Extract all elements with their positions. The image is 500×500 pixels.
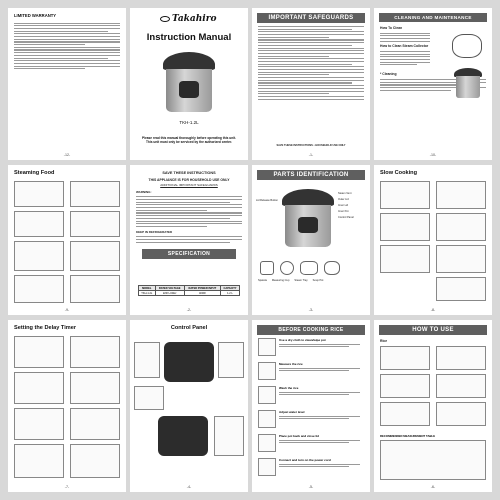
slow-step-2 xyxy=(436,181,486,209)
safeguards-text xyxy=(252,26,370,100)
parts-cooker-diagram xyxy=(282,189,334,247)
slow-step-4 xyxy=(436,213,486,241)
page-control-panel xyxy=(130,320,248,492)
model-number: TKH-1.2L xyxy=(179,120,199,125)
before-cooking-banner: BEFORE COOKING RICE xyxy=(257,325,365,335)
page-number: -10- xyxy=(429,153,437,157)
household-use-title: THIS APPLIANCE IS FOR HOUSEHOLD USE ONLY xyxy=(148,177,230,182)
control-legend-right xyxy=(218,342,244,378)
spec-model: TKH-1.2L xyxy=(139,291,156,296)
slow-cooking-title: Slow Cooking xyxy=(380,170,417,176)
control-legend-lower-right xyxy=(214,416,244,456)
slow-step-5 xyxy=(380,245,430,273)
spec-voltage: 220V~60Hz xyxy=(155,291,184,296)
page-number: -1- xyxy=(308,153,314,157)
steam-tray-image xyxy=(300,261,318,275)
timer-step-7 xyxy=(14,444,64,478)
warranty-text xyxy=(8,23,126,70)
steaming-title: Steaming Food xyxy=(14,170,55,176)
timer-step-3 xyxy=(14,372,64,404)
rice-heading: Rice xyxy=(380,339,388,343)
rice-step-5 xyxy=(380,402,430,426)
measurement-table xyxy=(380,440,486,480)
page-cover xyxy=(130,8,248,160)
spec-power: 400W xyxy=(184,291,220,296)
slow-step-1 xyxy=(380,181,430,209)
page-number: -2- xyxy=(186,308,192,312)
cover-note-1: Please read this manual thoroughly before operating this unit. xyxy=(141,136,237,140)
save-instructions-title: SAVE THESE INSTRUCTIONS xyxy=(162,171,216,175)
label-control-panel: Control Panel xyxy=(338,216,354,219)
before-step-1: Use a dry cloth to clean/wipe pot xyxy=(258,338,366,362)
page-parts-identification xyxy=(252,165,370,315)
page-number: -3- xyxy=(308,308,314,312)
page-number: -12- xyxy=(63,153,71,157)
steaming-step-5 xyxy=(14,241,64,271)
slow-step-7 xyxy=(436,277,486,301)
rice-step-3 xyxy=(380,374,430,398)
page-cleaning-maintenance xyxy=(374,8,492,160)
before-step-3: Wash the rice xyxy=(258,386,366,410)
brand-logo-icon xyxy=(160,16,170,22)
cleaning-banner: CLEANING AND MAINTENANCE xyxy=(379,13,487,22)
measurement-table-title: RECOMMENDED MEASUREMENT TABLE xyxy=(380,434,436,438)
label-outer-lid: Outer Lid xyxy=(338,198,349,201)
keep-text xyxy=(130,236,248,242)
steam-collector-text xyxy=(374,51,436,66)
safeguards-footer: SAVE THESE INSTRUCTIONS • HOUSEHOLD USE ONLY xyxy=(276,144,346,147)
page-number: -4- xyxy=(186,485,192,489)
cover-title: Instruction Manual xyxy=(146,32,232,43)
steaming-step-7 xyxy=(14,275,64,303)
warning-label: WARNING: xyxy=(136,189,152,194)
slow-step-6 xyxy=(436,245,486,273)
steaming-step-6 xyxy=(70,241,120,271)
timer-step-6 xyxy=(70,408,120,440)
how-to-clean-heading: How To Clean xyxy=(380,26,403,30)
cover-notes xyxy=(134,136,244,144)
page-slow-cooking xyxy=(374,165,492,315)
how-to-use-banner: HOW TO USE xyxy=(379,325,487,335)
label-steam-vent: Steam Vent xyxy=(338,192,352,195)
page-before-cooking-rice xyxy=(252,320,370,492)
how-to-clean-text xyxy=(374,33,436,42)
page-delay-timer xyxy=(8,320,126,492)
cleaning-note-heading: * Cleaning xyxy=(380,72,397,77)
page-number: -8- xyxy=(430,308,436,312)
label-lid-release: Lid Release Button xyxy=(256,199,278,202)
acc-steam-tray: Steam Tray xyxy=(294,279,308,282)
timer-step-1 xyxy=(14,336,64,368)
rice-step-6 xyxy=(436,402,486,426)
acc-spatula: Spatula xyxy=(258,279,267,282)
specification-banner: SPECIFICATION xyxy=(142,249,236,259)
steaming-step-8 xyxy=(70,275,120,303)
control-panel-title: Control Panel xyxy=(170,325,208,331)
timer-step-8 xyxy=(70,444,120,478)
before-step-6: Connect and turn on the power cord xyxy=(258,458,366,482)
before-cooking-steps xyxy=(258,338,366,482)
steaming-step-4 xyxy=(70,211,120,237)
parts-labels-right xyxy=(338,191,354,221)
before-step-4: Adjust water level xyxy=(258,410,366,434)
page-how-to-use xyxy=(374,320,492,492)
before-step-5: Place pot back and close lid xyxy=(258,434,366,458)
steam-collector-heading: How to Clean Steam Collector xyxy=(380,44,429,49)
page-number: -9- xyxy=(64,308,70,312)
page-number: -5- xyxy=(308,485,314,489)
brand-logo xyxy=(160,14,216,24)
steaming-step-3 xyxy=(14,211,64,237)
control-panel-diagram xyxy=(164,342,214,382)
timer-step-4 xyxy=(70,372,120,404)
timer-step-2 xyxy=(70,336,120,368)
steam-collector-diagram xyxy=(454,68,482,98)
safeguards-banner: IMPORTANT SAFEGUARDS xyxy=(257,13,365,23)
control-legend-lower-left xyxy=(134,386,164,410)
page-number: -6- xyxy=(430,485,436,489)
steaming-step-1 xyxy=(14,181,64,207)
spec-header-capacity: CAPACITY xyxy=(221,286,240,291)
warranty-title: LIMITED WARRANTY xyxy=(14,13,57,18)
brand-name: Takahiro xyxy=(172,14,217,24)
accessories-row xyxy=(260,261,340,275)
parts-banner: PARTS IDENTIFICATION xyxy=(257,170,365,180)
rice-step-2 xyxy=(436,346,486,370)
spec-header-power: RATED POWER INPUT xyxy=(184,286,220,291)
page-specification xyxy=(130,165,248,315)
before-step-2: Measure the rice xyxy=(258,362,366,386)
rice-cooker-image xyxy=(163,52,215,112)
spec-header-voltage: RATED VOLTAGE xyxy=(155,286,184,291)
page-limited-warranty xyxy=(8,8,126,160)
additional-safeguards-title: ADDITIONAL IMPORTANT SAFEGUARDS xyxy=(160,182,218,187)
acc-measuring-cup: Measuring Cup xyxy=(271,279,290,282)
soup-pot-image xyxy=(324,261,340,275)
rice-step-4 xyxy=(436,374,486,398)
page-steaming-food xyxy=(8,165,126,315)
rice-step-1 xyxy=(380,346,430,370)
label-inner-pot: Inner Pot xyxy=(338,210,349,213)
control-legend-left xyxy=(134,342,160,378)
spec-header-model: MODEL xyxy=(139,286,156,291)
label-inner-lid: Inner Lid xyxy=(338,204,349,207)
slow-step-3 xyxy=(380,213,430,241)
acc-soup-pot: Soup Pot xyxy=(312,279,324,282)
page-important-safeguards xyxy=(252,8,370,160)
spec-capacity: 1.2 L xyxy=(221,291,240,296)
specification-table xyxy=(138,285,240,296)
inner-lid-diagram xyxy=(452,34,482,58)
keep-refrigerated-label: KEEP IN REFRIGERATED xyxy=(136,229,173,234)
measuring-cup-image xyxy=(280,261,294,275)
accessory-labels xyxy=(258,279,323,282)
spatula-image xyxy=(260,261,274,275)
delay-timer-title: Setting the Delay Timer xyxy=(14,325,77,331)
page-number: -7- xyxy=(64,485,70,489)
warning-text xyxy=(130,196,248,227)
steaming-step-2 xyxy=(70,181,120,207)
timer-step-5 xyxy=(14,408,64,440)
control-panel-diagram-2 xyxy=(158,416,208,456)
cover-note-2: This unit must only be serviced by the authorized center. xyxy=(145,140,233,145)
